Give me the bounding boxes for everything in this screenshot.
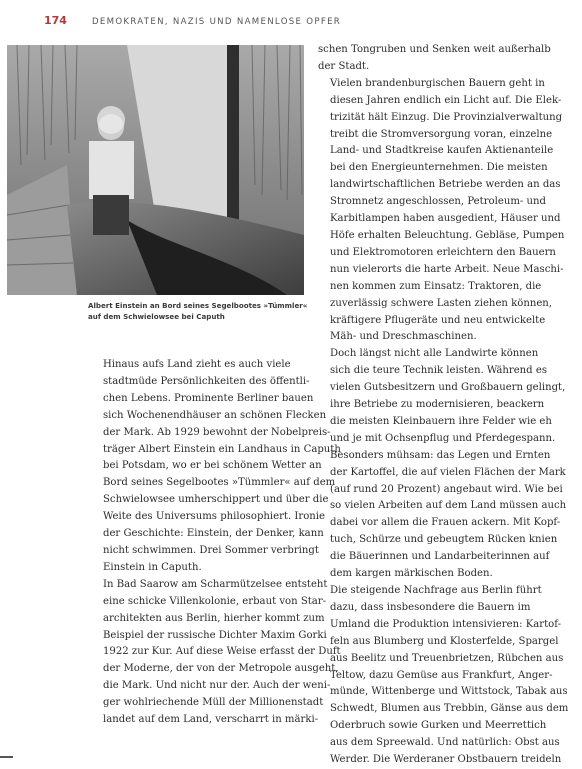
text-line: Besonders mühsam: das Legen und Ernten <box>330 449 551 461</box>
text-line: dabei vor allem die Frauen ackern. Mit Kopf- <box>330 517 561 529</box>
text-line: landet auf dem Land, verscharrt in märki- <box>103 714 319 726</box>
text-line: Teltow, dazu Gemüse aus Frankfurt, Anger- <box>330 669 553 681</box>
photo-einstein-sailboat <box>7 45 304 295</box>
text-line: der Kartoffel, die auf vielen Flächen der Mark <box>330 466 566 478</box>
text-line: kräftigere Pflugeräte und neu entwickelte <box>330 314 546 326</box>
text-line: Umland die Produktion intensivieren: Kartof- <box>330 618 561 630</box>
text-line: die Mark. Und nicht nur der. Auch der weni- <box>103 680 331 692</box>
paragraph <box>318 76 565 347</box>
right-text-column <box>318 42 569 769</box>
text-line: Hinaus aufs Land zieht es auch viele <box>103 359 291 370</box>
text-line: der Moderne, der von der Metropole ausgeht, <box>103 663 339 675</box>
text-line: ger wohlriechende Müll der Millionenstadt <box>103 697 324 709</box>
text-line: aus Beelitz und Treuenbrietzen, Rübchen aus <box>330 652 564 664</box>
text-line: sich Wochenendhäuser an schönen Flecken <box>103 409 327 421</box>
text-line: dazu, dass insbesondere die Bauern im <box>330 601 531 613</box>
text-line: feln aus Blumberg und Klosterfelde, Spargel <box>330 635 559 647</box>
text-line: nicht schwimmen. Drei Sommer verbringt <box>103 544 319 556</box>
running-title: DEMOKRATEN, NAZIS UND NAMENLOSE OPFER <box>92 17 342 27</box>
text-line: der Stadt. <box>318 60 370 72</box>
running-header <box>44 14 562 30</box>
text-line: zuverlässig schwere Lasten ziehen können, <box>330 297 552 309</box>
paragraph <box>318 42 551 76</box>
text-line: trizität hält Einzug. Die Provinzialverwaltung <box>330 111 563 123</box>
text-line: münde, Wittenberge und Wittstock, Tabak aus <box>330 686 568 698</box>
text-line: aus dem Spreewald. Und natürlich: Obst aus <box>330 737 560 749</box>
text-line: der Mark. Ab 1929 bewohnt der Nobelpreis- <box>103 426 331 438</box>
photo-caption <box>88 300 308 322</box>
text-line: chen Lebens. Prominente Berliner bauen <box>103 392 314 404</box>
text-line: Oderbruch sowie Gurken und Meerrettich <box>330 720 547 732</box>
caption-line: auf dem Schwielowsee bei Caputh <box>88 312 225 321</box>
text-line: die meisten Kleinbauern ihre Felder wie eh <box>330 415 552 427</box>
text-line: (auf rund 20 Prozent) angebaut wird. Wie bei <box>330 483 563 495</box>
left-text-column <box>91 357 341 729</box>
text-line: architekten aus Berlin, hierher kommt zum <box>103 612 325 624</box>
text-line: Karbitlampen haben ausgedient, Häuser und <box>330 213 561 225</box>
paragraph <box>91 357 341 577</box>
text-line: eine schicke Villenkolonie, erbaut von Star- <box>103 595 327 607</box>
text-line: nen kommen zum Einsatz: Traktoren, die <box>330 280 542 292</box>
text-line: Land- und Stadtkreise kaufen Aktienanteile <box>330 145 554 157</box>
text-line: Vielen brandenburgischen Bauern geht in <box>330 77 545 89</box>
text-line: Höfe erhalten Beleuchtung. Gebläse, Pumpen <box>330 229 565 241</box>
text-line: träger Albert Einstein ein Landhaus in Caputh <box>103 443 341 455</box>
text-line: vielen Gutsbesitzern und Großbauern gelingt, <box>330 382 566 394</box>
text-line: Beispiel der russische Dichter Maxim Gorki <box>103 629 327 641</box>
text-line: bei den Energieunternehmen. Die meisten <box>330 162 548 174</box>
text-line: der Geschichte: Einstein, der Denker, kann <box>103 528 324 540</box>
text-line: nun vielerorts die harte Arbeit. Neue Maschi- <box>330 263 564 275</box>
text-line: 1922 zur Kur. Auf diese Weise erfasst der Duft <box>103 646 341 658</box>
text-line: so vielen Arbeiten auf dem Land müssen auch <box>330 500 567 512</box>
text-line: schen Tongruben und Senken weit außerhalb <box>318 44 551 55</box>
text-line: Einstein in Caputh. <box>103 561 202 573</box>
text-line: die Bäuerinnen und Landarbeiterinnen auf <box>330 551 550 563</box>
text-line: und je mit Ochsenpflug und Pferdegespann. <box>330 432 556 444</box>
caption-line: Albert Einstein an Bord seines Segelbootes »Tümmler« <box>88 301 308 310</box>
text-line: tuch, Schürze und gebeugtem Rücken knien <box>330 534 558 546</box>
text-line: treibt die Stromversorgung voran, einzelne <box>330 128 553 140</box>
text-line: In Bad Saarow am Scharmützelsee entsteht <box>103 578 328 590</box>
text-line: Stromnetz angeschlossen, Petroleum- und <box>330 196 546 208</box>
text-line: sich die teure Technik leisten. Während es <box>330 365 548 377</box>
text-line: Die steigende Nachfrage aus Berlin führt <box>330 585 542 596</box>
text-line: dem kargen märkischen Boden. <box>330 568 493 580</box>
photo-illustration <box>7 45 304 295</box>
text-line: diesen Jahren endlich ein Licht auf. Die Elek- <box>330 94 562 106</box>
text-line: landwirtschaftlichen Betriebe werden an das <box>330 179 561 191</box>
text-line: Werder. Die Werderaner Obstbauern treideln <box>330 754 562 766</box>
text-line: Bord seines Segelbootes »Tümmler« auf dem <box>103 477 336 489</box>
text-line: und Elektromotoren erleichtern den Bauern <box>330 246 556 258</box>
text-line: bei Potsdam, wo er bei schönem Wetter an <box>103 460 322 472</box>
text-line: Mäh- und Dreschmaschinen. <box>330 331 477 343</box>
text-line: ihre Betriebe zu modernisieren, beackern <box>330 399 545 411</box>
text-line: stadtmüde Persönlichkeiten des öffentli- <box>103 375 310 387</box>
text-line: Weite des Universums philosophiert. Ironie <box>103 511 325 523</box>
text-line: Doch längst nicht alle Landwirte können <box>330 348 539 360</box>
text-line: Schwedt, Blumen aus Trebbin, Gänse aus dem <box>330 703 569 715</box>
paragraph <box>91 577 341 729</box>
paragraph <box>318 346 567 583</box>
page-number: 174 <box>44 14 67 27</box>
text-line: Schwielowsee umherschippert und über die <box>103 494 329 506</box>
paragraph <box>318 583 569 769</box>
